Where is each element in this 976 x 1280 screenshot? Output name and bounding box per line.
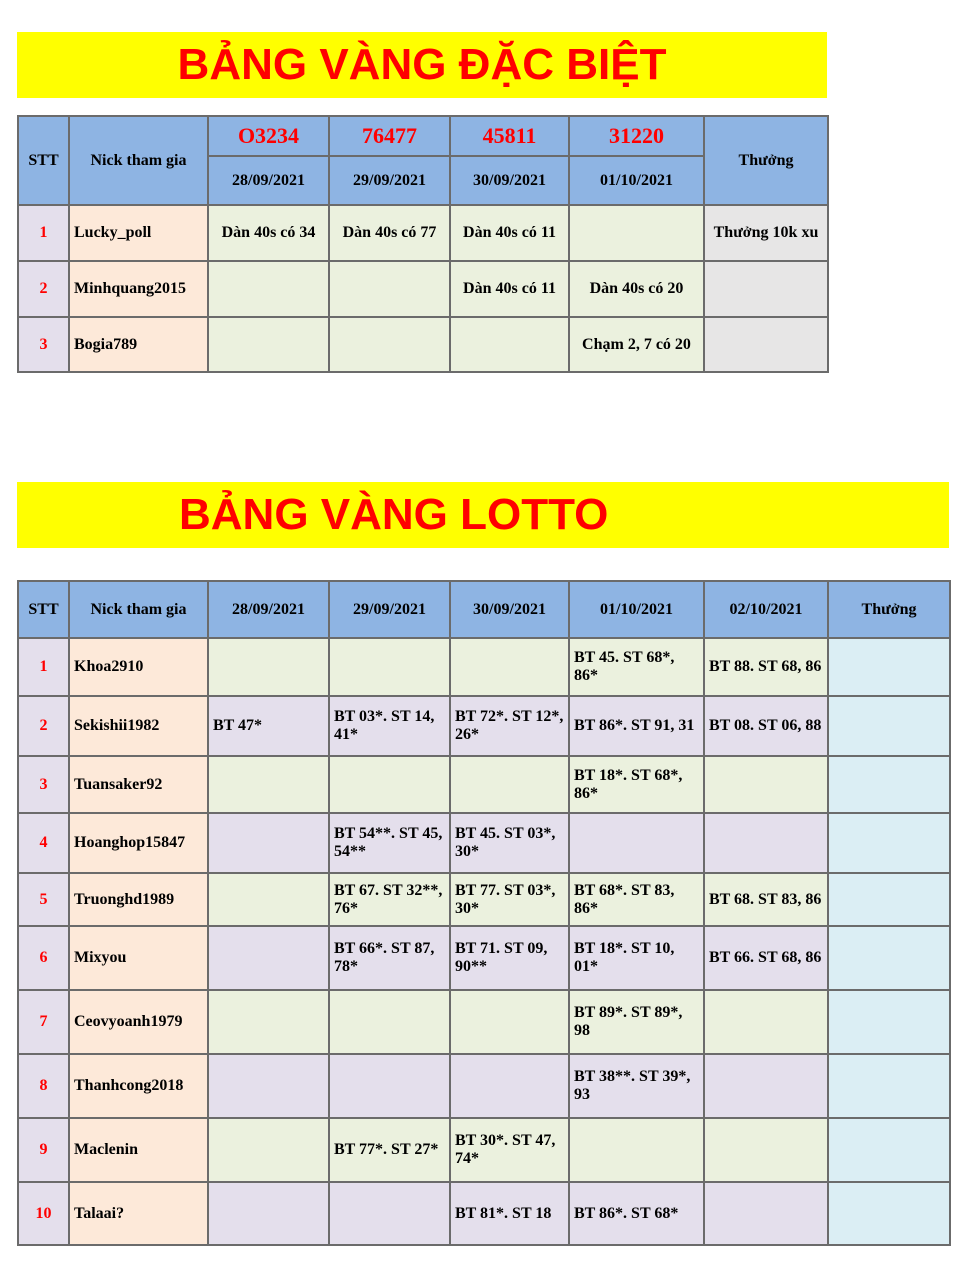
result-cell: BT 68*. ST 83, 86*: [569, 873, 704, 926]
result-cell: Dàn 40s có 11: [450, 205, 569, 261]
result-cell: Dàn 40s có 11: [450, 261, 569, 317]
table-row: [18, 1054, 950, 1118]
result-cell: [450, 638, 569, 696]
nick-cell: Tuansaker92: [69, 756, 208, 813]
nick-header: Nick tham gia: [69, 116, 208, 205]
result-cell: BT 77*. ST 27*: [329, 1118, 450, 1182]
result-cell: [569, 813, 704, 873]
result-cell: [704, 813, 828, 873]
date-header: 30/09/2021: [450, 156, 569, 205]
special-title: BẢNG VÀNG ĐẶC BIỆT: [17, 32, 827, 98]
result-cell: [704, 1118, 828, 1182]
result-cell: [704, 1182, 828, 1245]
result-cell: [208, 261, 329, 317]
result-cell: BT 77. ST 03*, 30*: [450, 873, 569, 926]
reward-header: Thưởng: [828, 581, 950, 638]
result-cell: [329, 1182, 450, 1245]
result-cell: BT 86*. ST 91, 31: [569, 696, 704, 756]
header-row: [18, 116, 828, 156]
result-cell: [450, 317, 569, 372]
result-cell: [329, 990, 450, 1054]
reward-cell: [704, 317, 828, 372]
row-number: 8: [18, 1054, 69, 1118]
nick-cell: Thanhcong2018: [69, 1054, 208, 1118]
result-cell: BT 68. ST 83, 86: [704, 873, 828, 926]
result-cell: [208, 1118, 329, 1182]
date-header: 28/09/2021: [208, 581, 329, 638]
result-cell: Dàn 40s có 34: [208, 205, 329, 261]
date-header: 02/10/2021: [704, 581, 828, 638]
reward-cell: [828, 1182, 950, 1245]
reward-cell: [828, 1118, 950, 1182]
result-cell: [569, 1118, 704, 1182]
stt-header: STT: [18, 581, 69, 638]
result-cell: [329, 261, 450, 317]
reward-cell: [828, 813, 950, 873]
date-header: 28/09/2021: [208, 156, 329, 205]
row-number: 10: [18, 1182, 69, 1245]
result-cell: [208, 873, 329, 926]
row-number: 1: [18, 638, 69, 696]
nick-cell: Maclenin: [69, 1118, 208, 1182]
stt-header: STT: [18, 116, 69, 205]
lotto-table: [17, 580, 951, 1246]
result-cell: [450, 990, 569, 1054]
result-cell: [329, 756, 450, 813]
nick-cell: Talaai?: [69, 1182, 208, 1245]
reward-cell: [828, 696, 950, 756]
result-cell: [208, 317, 329, 372]
reward-header: Thưởng: [704, 116, 828, 205]
row-number: 3: [18, 317, 69, 372]
result-cell: [329, 638, 450, 696]
reward-cell: [704, 261, 828, 317]
result-cell: BT 18*. ST 10, 01*: [569, 926, 704, 990]
nick-cell: Khoa2910: [69, 638, 208, 696]
result-cell: BT 71. ST 09, 90**: [450, 926, 569, 990]
result-cell: [208, 1182, 329, 1245]
result-cell: Dàn 40s có 77: [329, 205, 450, 261]
table-row: [18, 926, 950, 990]
result-cell: BT 08. ST 06, 88: [704, 696, 828, 756]
result-cell: Chạm 2, 7 có 20: [569, 317, 704, 372]
table-row: [18, 696, 950, 756]
code-header: O3234: [208, 116, 329, 156]
table-row: [18, 638, 950, 696]
reward-cell: Thưởng 10k xu: [704, 205, 828, 261]
result-cell: [208, 926, 329, 990]
reward-cell: [828, 756, 950, 813]
nick-cell: Mixyou: [69, 926, 208, 990]
nick-cell: Minhquang2015: [69, 261, 208, 317]
result-cell: BT 47*: [208, 696, 329, 756]
result-cell: BT 54**. ST 45, 54**: [329, 813, 450, 873]
row-number: 3: [18, 756, 69, 813]
result-cell: [208, 756, 329, 813]
row-number: 6: [18, 926, 69, 990]
nick-cell: Bogia789: [69, 317, 208, 372]
table-row: [18, 1182, 950, 1245]
date-header: 29/09/2021: [329, 156, 450, 205]
result-cell: BT 89*. ST 89*, 98: [569, 990, 704, 1054]
row-number: 1: [18, 205, 69, 261]
nick-header: Nick tham gia: [69, 581, 208, 638]
code-header: 76477: [329, 116, 450, 156]
reward-cell: [828, 1054, 950, 1118]
result-cell: BT 38**. ST 39*, 93: [569, 1054, 704, 1118]
date-header: 30/09/2021: [450, 581, 569, 638]
table-row: [18, 873, 950, 926]
row-number: 2: [18, 261, 69, 317]
date-header: 01/10/2021: [569, 581, 704, 638]
table-row: [18, 1118, 950, 1182]
result-cell: [208, 638, 329, 696]
result-cell: BT 67. ST 32**, 76*: [329, 873, 450, 926]
table-row: [18, 813, 950, 873]
date-header: 01/10/2021: [569, 156, 704, 205]
result-cell: [329, 1054, 450, 1118]
table-row: [18, 990, 950, 1054]
result-cell: BT 86*. ST 68*: [569, 1182, 704, 1245]
code-header: 45811: [450, 116, 569, 156]
date-header: 29/09/2021: [329, 581, 450, 638]
lotto-title: BẢNG VÀNG LOTTO: [17, 482, 949, 548]
result-cell: [329, 317, 450, 372]
row-number: 4: [18, 813, 69, 873]
row-number: 5: [18, 873, 69, 926]
result-cell: [450, 1054, 569, 1118]
table-row: [18, 756, 950, 813]
result-cell: BT 18*. ST 68*, 86*: [569, 756, 704, 813]
reward-cell: [828, 873, 950, 926]
reward-cell: [828, 990, 950, 1054]
table-row: [18, 261, 828, 317]
header-row: [18, 581, 950, 638]
reward-cell: [828, 926, 950, 990]
result-cell: BT 03*. ST 14, 41*: [329, 696, 450, 756]
code-header: 31220: [569, 116, 704, 156]
nick-cell: Truonghd1989: [69, 873, 208, 926]
result-cell: BT 66*. ST 87, 78*: [329, 926, 450, 990]
result-cell: [569, 205, 704, 261]
row-number: 9: [18, 1118, 69, 1182]
result-cell: BT 45. ST 03*, 30*: [450, 813, 569, 873]
row-number: 7: [18, 990, 69, 1054]
result-cell: [704, 1054, 828, 1118]
result-cell: Dàn 40s có 20: [569, 261, 704, 317]
result-cell: BT 66. ST 68, 86: [704, 926, 828, 990]
result-cell: [704, 990, 828, 1054]
result-cell: [704, 756, 828, 813]
nick-cell: Hoanghop15847: [69, 813, 208, 873]
table-row: [18, 317, 828, 372]
special-table: [17, 115, 829, 373]
result-cell: BT 30*. ST 47, 74*: [450, 1118, 569, 1182]
result-cell: [208, 1054, 329, 1118]
result-cell: BT 72*. ST 12*, 26*: [450, 696, 569, 756]
nick-cell: Lucky_poll: [69, 205, 208, 261]
result-cell: BT 81*. ST 18: [450, 1182, 569, 1245]
reward-cell: [828, 638, 950, 696]
result-cell: BT 88. ST 68, 86: [704, 638, 828, 696]
row-number: 2: [18, 696, 69, 756]
nick-cell: Sekishii1982: [69, 696, 208, 756]
nick-cell: Ceovyoanh1979: [69, 990, 208, 1054]
result-cell: BT 45. ST 68*, 86*: [569, 638, 704, 696]
result-cell: [450, 756, 569, 813]
result-cell: [208, 990, 329, 1054]
table-row: [18, 205, 828, 261]
result-cell: [208, 813, 329, 873]
